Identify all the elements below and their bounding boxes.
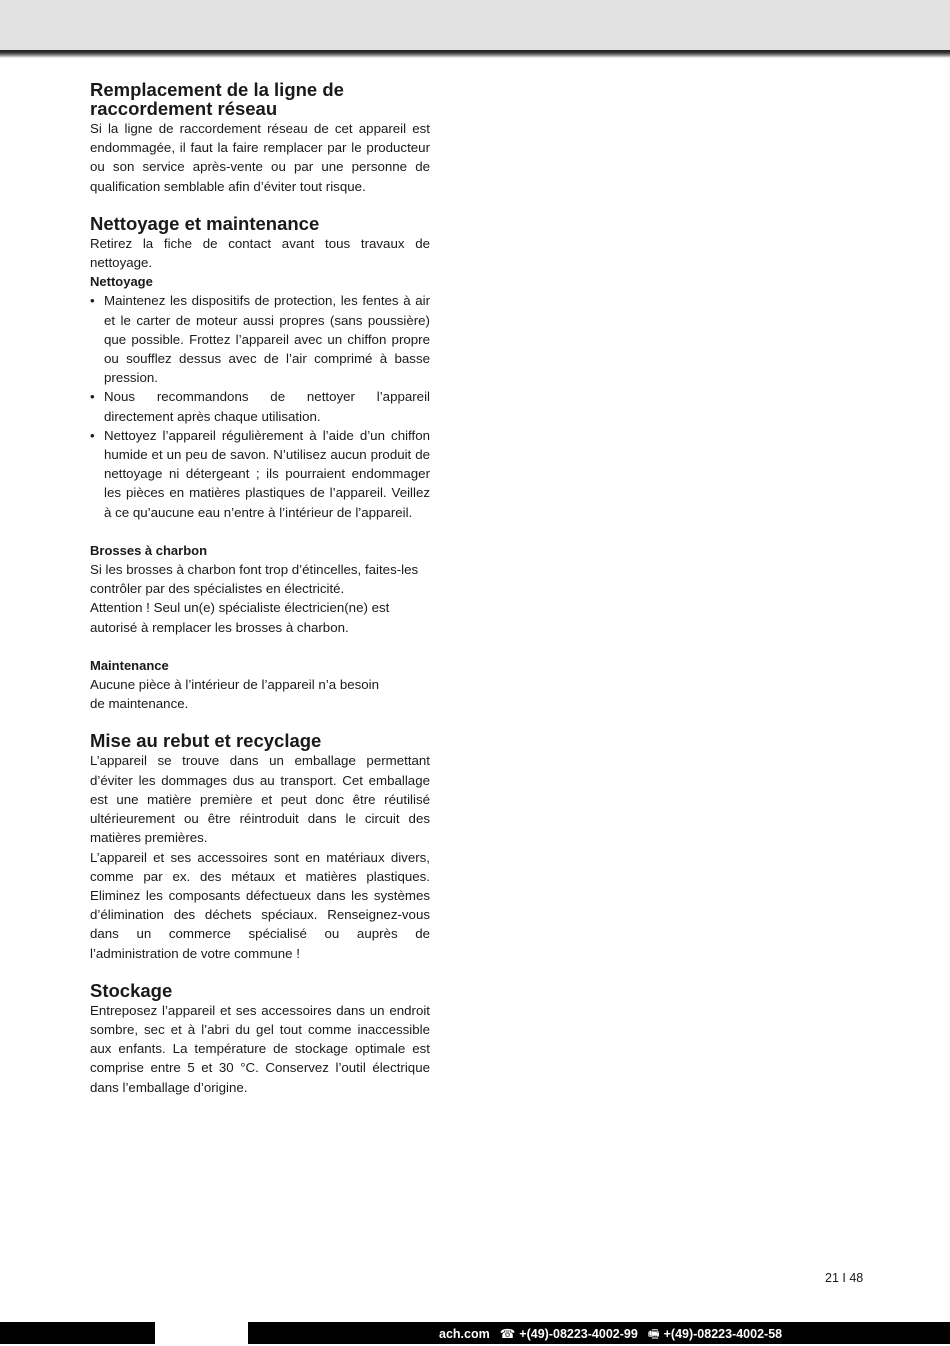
- footer-contact: [439, 1325, 782, 1346]
- fax-icon: 🖷: [647, 1327, 660, 1341]
- footer-fax: +(49)-08223-4002-58: [663, 1327, 783, 1341]
- maintenance-line: de maintenance.: [90, 696, 189, 712]
- section-title: Stockage: [90, 979, 173, 1001]
- brushes-text: Si les brosses à charbon font trop d’étincelles, faites-les contrôler par des spécialistes en électricité.: [90, 562, 419, 597]
- section-storage: [90, 981, 430, 1097]
- subheading-maintenance: Maintenance: [90, 657, 169, 673]
- brushes-warning: Attention ! Seul un(e) spécialiste électricien(ne) est autorisé à remplacer les brosses à charbon.: [90, 600, 390, 635]
- section-power-line: [90, 80, 430, 196]
- list-item: • Nous recommandons de nettoyer l’appareil directement après chaque utilisation.: [90, 389, 430, 424]
- subheading-brushes: Brosses à charbon: [90, 542, 208, 558]
- section-title: Mise au rebut et recyclage: [90, 730, 322, 752]
- section-disposal: [90, 731, 430, 962]
- main-content: [90, 80, 430, 1115]
- section-title: Remplacement de la ligne de raccordement réseau: [90, 79, 344, 119]
- footer-website: ach.com: [439, 1327, 490, 1341]
- bullet-icon: •: [90, 293, 95, 309]
- page-number: 21 I 48: [825, 1271, 864, 1285]
- bullet-icon: •: [90, 427, 95, 443]
- section-cleaning: [90, 214, 430, 714]
- footer-phone: +(49)-08223-4002-99: [519, 1327, 638, 1341]
- header-shadow: [0, 50, 950, 58]
- maintenance-line: Aucune pièce à l’intérieur de l’appareil n’a besoin: [90, 677, 380, 693]
- phone-icon: ☎: [499, 1327, 516, 1341]
- section-body: Si la ligne de raccordement réseau de cet appareil est endommagée, il faut la faire remplacer par le producteur ou son service après-vente ou par une personne de qualification semblable afin d’éviter tout risque.: [90, 121, 430, 194]
- section-title: Nettoyage et maintenance: [90, 212, 320, 234]
- cleaning-list: [90, 291, 430, 521]
- section-intro: Retirez la fiche de contact avant tous travaux de nettoyage.: [90, 235, 430, 271]
- section-body: L’appareil et ses accessoires sont en matériaux divers, comme par ex. des métaux et matières plastiques. Eliminez les composants défectueux dans les systèmes d’élimination des déchets spéciaux. Renseignez-vous dans un commerce spécialisé ou auprès de l’administration de votre commune !: [90, 849, 430, 961]
- section-body: Entreposez l’appareil et ses accessoires dans un endroit sombre, sec et à l’abri du gel tout comme inaccessible aux enfants. La température de stockage optimale est comprise entre 5 et 30 °C. Conservez l’outil électrique dans l’emballage d’origine.: [90, 1002, 430, 1095]
- header-band: [0, 0, 950, 50]
- section-body: L’appareil se trouve dans un emballage permettant d’éviter les dommages dus au transport. Cet emballage est une matière première et peut donc être réutilisé ultérieurement ou être réintroduit dans le circuit des matières premières.: [90, 753, 430, 846]
- list-item: • Nettoyez l’appareil régulièrement à l’aide d’un chiffon humide et un peu de savon. N’utilisez aucun produit de nettoyage ni détergeant ; ils pourraient endommager les pièces en matières plastiques de l’appareil. Veillez à ce qu’aucune eau n’entre à l’intérieur de l’appareil.: [90, 427, 430, 520]
- list-item: • Maintenez les dispositifs de protection, les fentes à air et le carter de moteur aussi propres (sans poussière) que possible. Frottez l’appareil avec un chiffon propre ou soufflez dessus avec de l’air comprimé à basse pression.: [90, 293, 430, 386]
- footer-gap: [155, 1322, 248, 1344]
- footer-bar: [0, 1322, 950, 1344]
- bullet-icon: •: [90, 389, 95, 405]
- subheading-cleaning: Nettoyage: [90, 274, 153, 290]
